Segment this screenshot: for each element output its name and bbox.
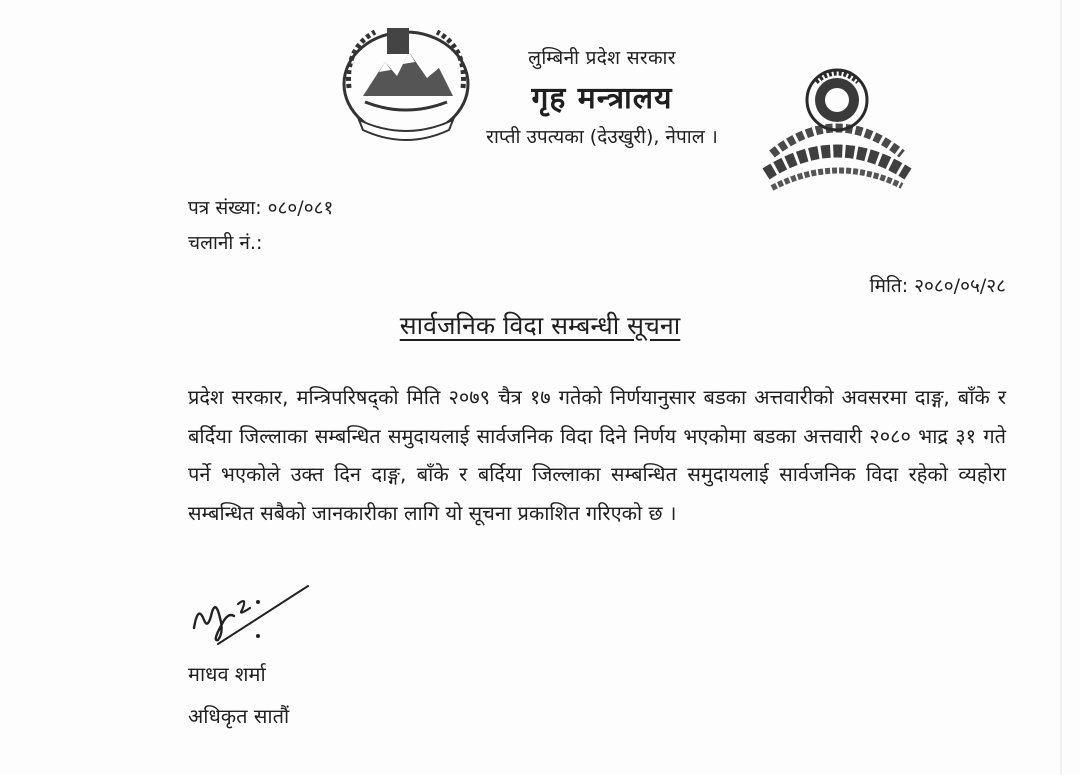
letter-number: पत्र संख्या: ०८०/०८१ [188, 197, 334, 219]
notice-date: मिति: २०८०/०५/२८ [869, 275, 1006, 297]
signatory-name: माधव शर्मा [188, 662, 266, 686]
signatory-title: अधिकृत सातौं [188, 704, 290, 728]
government-name: लुम्बिनी प्रदेश सरकार [528, 47, 676, 69]
office-seal-icon [752, 62, 922, 192]
notice-subject: सार्वजनिक विदा सम्बन्धी सूचना [399, 311, 681, 340]
signature-icon [188, 578, 318, 648]
notice-body: प्रदेश सरकार, मन्त्रिपरिषद्को मिति २०७९ चैत्र १७ गतेको निर्णयानुसार बडका अत्तवारीको अवसरमा दाङ्ग, बाँके र बर्दिया जिल्लाका सम्बन्धित समुदायलाई सार्वजनिक विदा दिने निर्णय भएकोमा बडका अत्तवारी २०८० भाद्र ३१ गते पर्ने भएकोले उक्त दिन दाङ्ग, बाँके र बर्दिया जिल्लाका सम्बन्धित समुदायलाई सार्वजनिक विदा रहेको व्यहोरा सम्बन्धित सबैको जानकारीका लागि यो सूचना प्रकाशित गरिएको छ । [188, 385, 1006, 525]
ministry-name: गृह मन्त्रालय [531, 81, 673, 116]
nepal-emblem-icon [335, 18, 477, 146]
ministry-address: राप्ती उपत्यका (देउखुरी), नेपाल । [486, 126, 718, 148]
letterhead [462, 44, 742, 149]
page-edge [1060, 0, 1062, 775]
dispatch-number: चलानी नं.: [188, 232, 263, 254]
